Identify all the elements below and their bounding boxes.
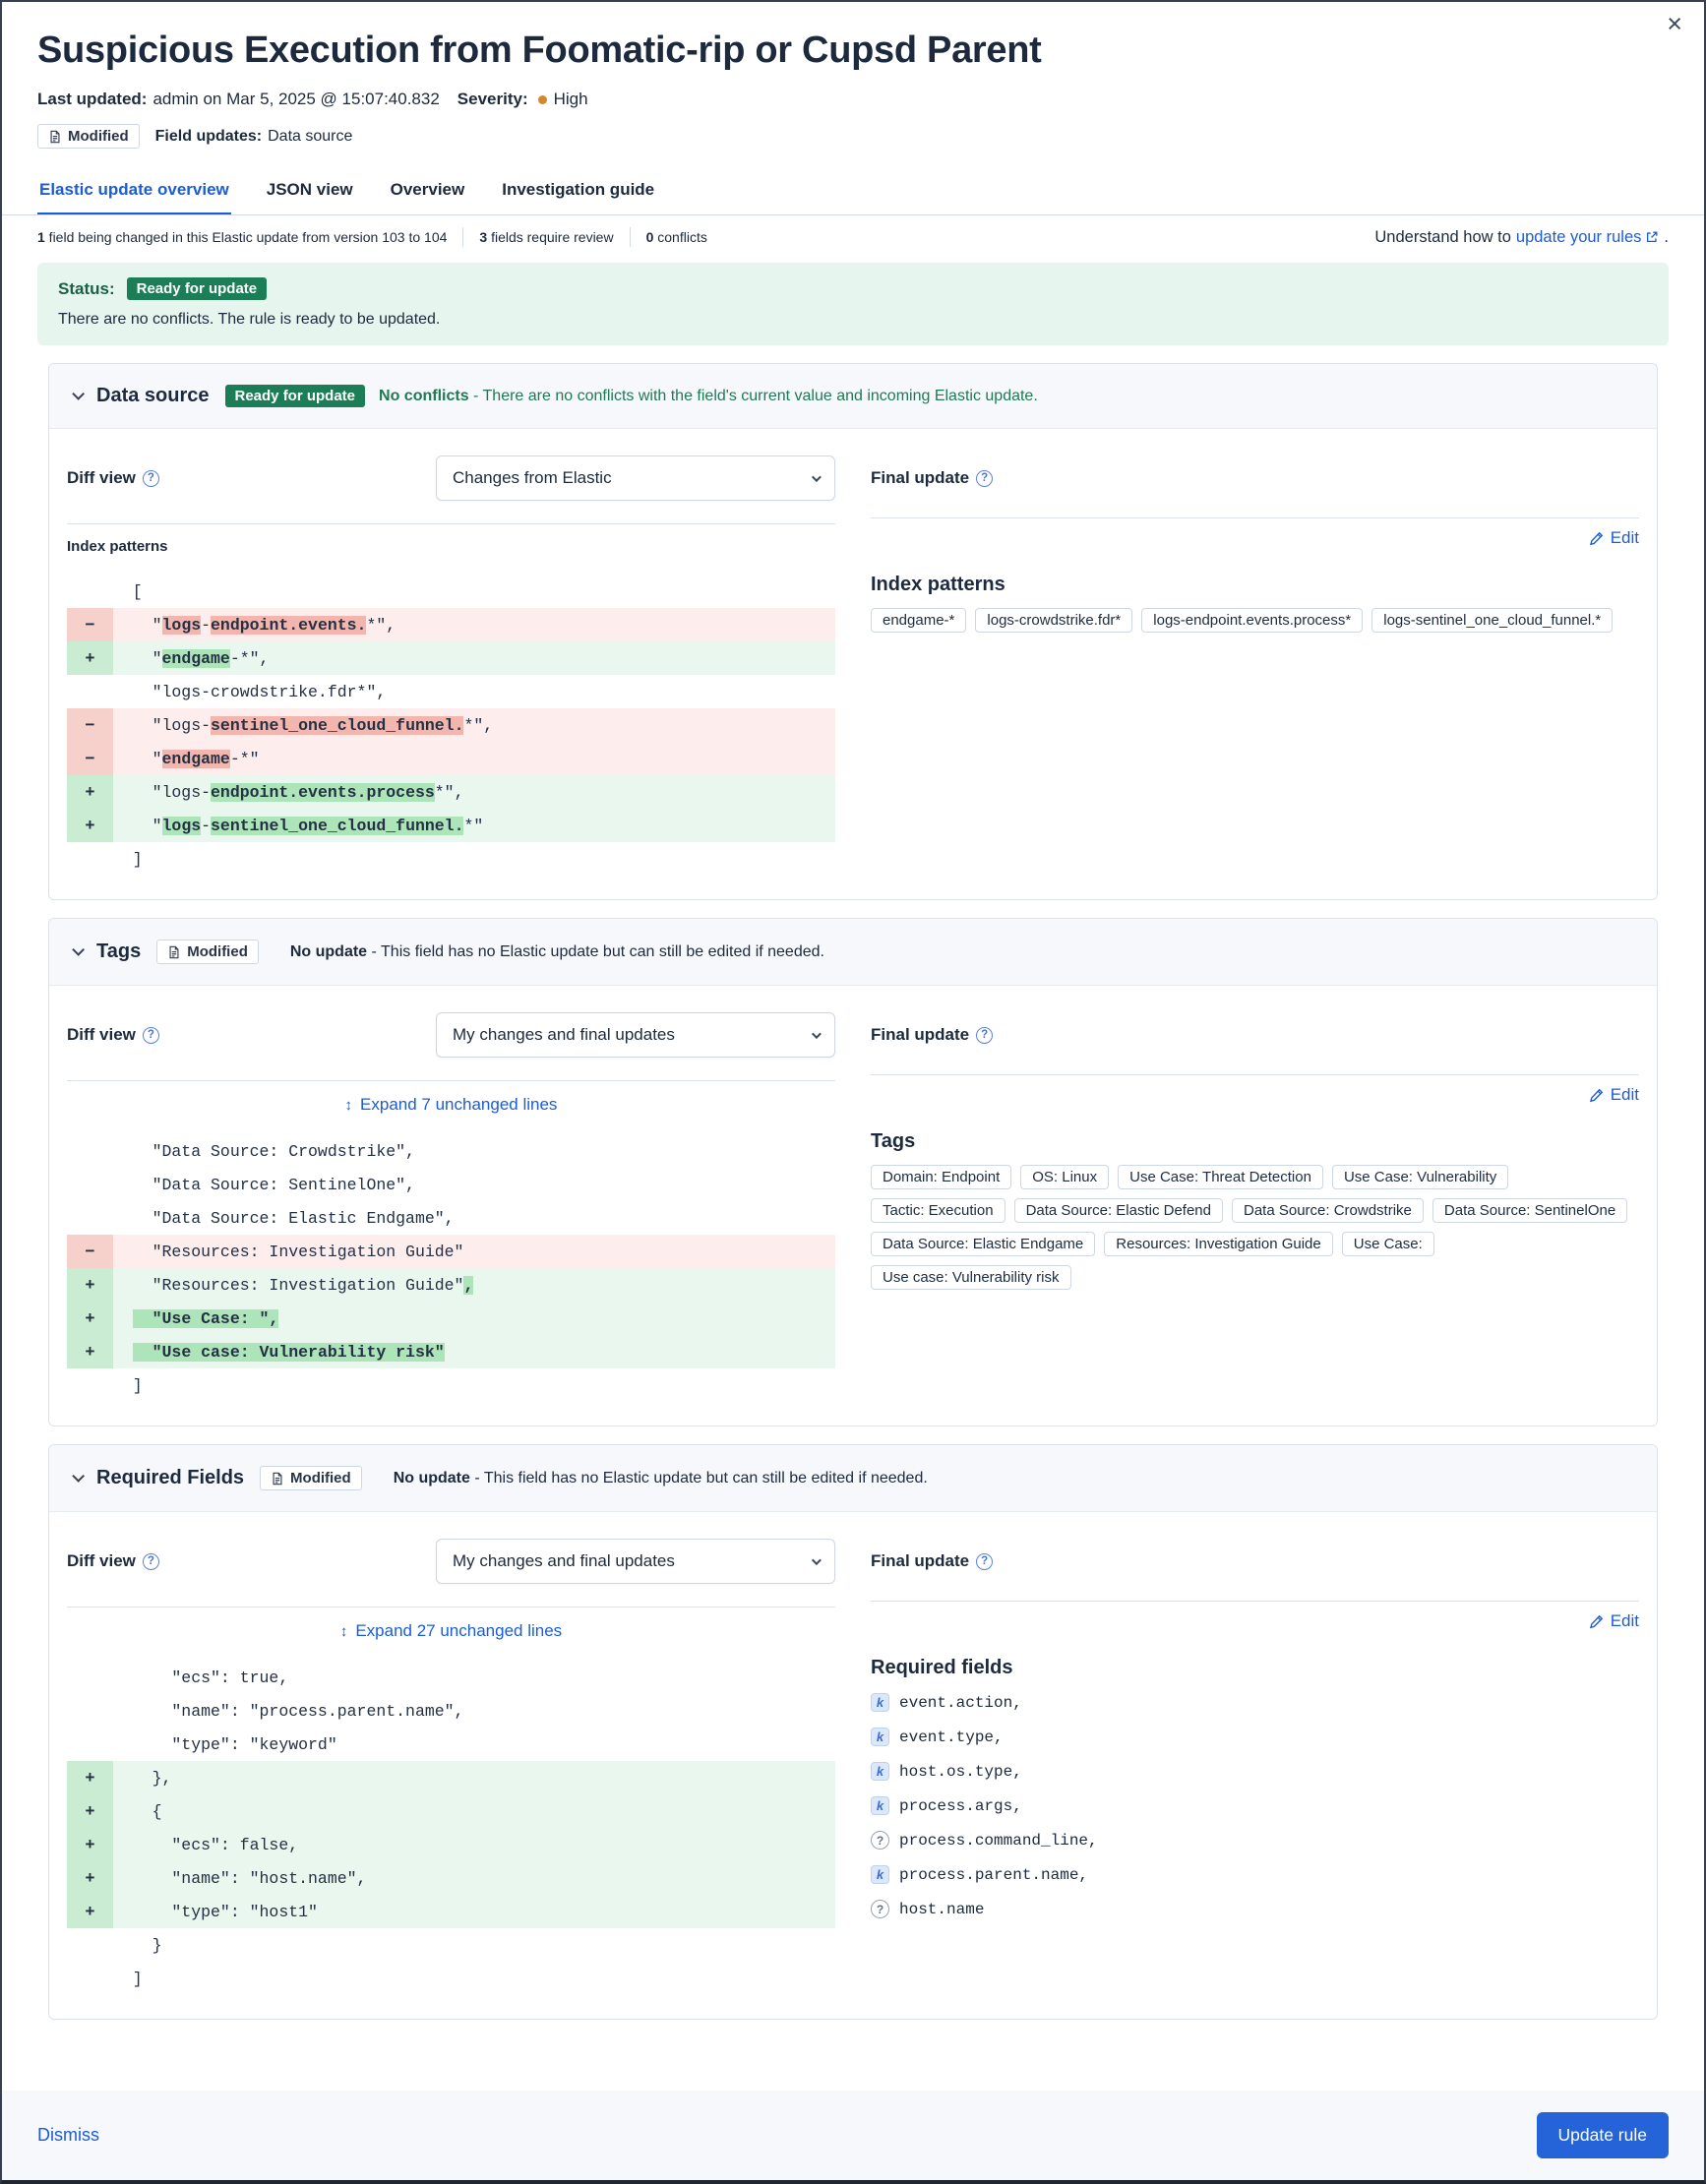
added-line-icon: + [67, 1828, 113, 1861]
panel-status-text [379, 388, 1038, 405]
gutter [67, 675, 113, 708]
diff-code-line: " endgame -*", [113, 641, 835, 675]
chevron-down-icon [812, 1555, 822, 1565]
removed-line-icon: − [67, 608, 113, 641]
chevron-down-icon [812, 472, 822, 482]
tag-badge: OS: Linux [1020, 1165, 1109, 1189]
required-field-name: event.action, [899, 1693, 1022, 1712]
panel-data-source-header [49, 364, 1657, 429]
panel-status-text [290, 943, 824, 961]
field-updates-value: Data source [268, 127, 353, 145]
tag-badge: Use Case: Vulnerability [1332, 1165, 1508, 1189]
gutter [67, 1201, 113, 1235]
pencil-icon [1589, 1614, 1604, 1629]
diff-row [67, 1134, 835, 1168]
index-pattern-badge: logs-crowdstrike.fdr* [975, 608, 1132, 633]
removed-line-icon: − [67, 742, 113, 775]
diff-row [67, 742, 835, 775]
diff-row [67, 809, 835, 842]
diff-view-select-value: Changes from Elastic [453, 468, 612, 487]
modified-badge [37, 124, 140, 149]
diff-code-line: "Resources: Investigation Guide" , [113, 1268, 835, 1302]
diff-row [67, 1895, 835, 1928]
gutter [67, 1694, 113, 1728]
tab-json-view[interactable]: JSON view [266, 180, 353, 199]
rule-meta [37, 90, 1669, 109]
added-line-icon: + [67, 1302, 113, 1335]
diff-row [67, 575, 835, 608]
modified-badge: Modified [156, 940, 259, 964]
rule-badges [37, 124, 1669, 149]
diff-row [67, 1335, 835, 1368]
final-update-label: Final update ? [871, 1025, 993, 1045]
status-bold: No update [393, 1469, 470, 1486]
ready-for-update-badge: Ready for update [225, 385, 366, 407]
edit-button[interactable]: Edit [1589, 1611, 1639, 1631]
divider [67, 1080, 835, 1081]
keyword-token-icon: k [871, 1796, 889, 1815]
required-fields-list [871, 1693, 1639, 1918]
help-icon[interactable]: ? [143, 470, 159, 487]
chevron-down-icon[interactable] [67, 388, 85, 405]
diff-code-line: ] [113, 849, 143, 869]
tag-badge: Data Source: Crowdstrike [1232, 1198, 1424, 1223]
required-field-name: host.name [899, 1900, 985, 1918]
diff-row [67, 775, 835, 809]
gutter [67, 1962, 113, 1995]
external-link-icon [1645, 230, 1659, 244]
diff-code-line: [ [113, 581, 143, 601]
chevron-down-icon[interactable] [67, 1470, 85, 1487]
close-icon[interactable]: × [1661, 10, 1688, 38]
tag-badge: Data Source: Elastic Endgame [871, 1232, 1095, 1256]
modified-badge: Modified [260, 1466, 362, 1490]
diff-code-line: "logs-crowdstrike.fdr*", [113, 682, 387, 701]
final-update-label: Final update ? [871, 468, 993, 488]
diff-row [67, 1235, 835, 1268]
panel-data-source [48, 363, 1658, 900]
added-line-icon: + [67, 775, 113, 809]
diff-code-line: "ecs": false, [113, 1828, 835, 1861]
diff-code-line: "name": "host.name", [113, 1861, 835, 1895]
diff-row [67, 1268, 835, 1302]
index-pattern-badge: logs-sentinel_one_cloud_funnel.* [1371, 608, 1613, 633]
help-prefix: Understand how to [1374, 227, 1511, 246]
keyword-token-icon: k [871, 1865, 889, 1884]
diff-code-line: "name": "process.parent.name", [113, 1701, 464, 1721]
panel-required-fields [48, 1444, 1658, 2020]
help-icon[interactable]: ? [143, 1553, 159, 1570]
gutter [67, 1368, 113, 1402]
diff-code-line: "Resources: Investigation Guide" [113, 1235, 835, 1268]
diff-code-line: { [113, 1794, 835, 1828]
flyout-footer [2, 2091, 1704, 2180]
stat-item: 0 conflicts [645, 229, 707, 245]
tab-elastic-update-overview[interactable]: Elastic update overview [37, 174, 231, 214]
diff-view-select-value: My changes and final updates [453, 1551, 675, 1570]
divider [871, 517, 1639, 518]
required-field-name: process.args, [899, 1796, 1022, 1815]
required-field-item [871, 1831, 1639, 1850]
removed-line-icon: − [67, 708, 113, 742]
severity-value: High [553, 90, 588, 108]
tab-bar [2, 174, 1704, 215]
diff-column [67, 1536, 835, 1995]
diff-code-line: ] [113, 1969, 143, 1988]
diff-row [67, 1368, 835, 1402]
added-line-icon: + [67, 1268, 113, 1302]
diff-row [67, 1302, 835, 1335]
diff-code-line: " logs - endpoint.events. *", [113, 608, 835, 641]
stat-item: 3 fields require review [479, 229, 614, 245]
panel-tags [48, 918, 1658, 1426]
gutter [67, 1661, 113, 1694]
final-update-column [871, 1536, 1639, 1995]
final-heading: Index patterns [871, 574, 1005, 595]
keyword-token-icon: k [871, 1728, 889, 1746]
pencil-icon [1589, 531, 1604, 546]
flyout-content [2, 2, 1704, 2091]
last-updated-value: admin on Mar 5, 2025 @ 15:07:40.832 [152, 90, 440, 108]
status-badge: Ready for update [127, 277, 268, 300]
added-line-icon: + [67, 641, 113, 675]
panel-title: Required Fields [96, 1467, 245, 1488]
added-line-icon: + [67, 1895, 113, 1928]
status-bold: No conflicts [379, 387, 469, 404]
edit-button[interactable]: Edit [1589, 528, 1639, 548]
gutter [67, 1134, 113, 1168]
tag-badge: Tactic: Execution [871, 1198, 1005, 1223]
expand-icon: ↕ [344, 1096, 353, 1114]
diff-row [67, 1962, 835, 1995]
pencil-icon [1589, 1088, 1604, 1103]
diff-code-line: "logs- sentinel_one_cloud_funnel. *", [113, 708, 835, 742]
diff-code-line: ] [113, 1375, 143, 1395]
tag-badges [871, 1165, 1638, 1290]
diff-row [67, 1661, 835, 1694]
dismiss-button[interactable]: Dismiss [37, 2125, 99, 2145]
help-text [1374, 228, 1669, 247]
diff-code-line: "Data Source: Crowdstrike", [113, 1141, 415, 1161]
panel-tags-header [49, 919, 1657, 986]
required-field-item [871, 1728, 1639, 1746]
diff-field-label: Index patterns [67, 538, 168, 555]
required-field-item [871, 1796, 1639, 1815]
update-rules-link-label: update your rules [1515, 227, 1642, 246]
required-field-name: process.command_line, [899, 1831, 1098, 1850]
panel-title: Tags [96, 940, 142, 962]
document-edit-icon [167, 945, 181, 959]
tag-badge: Resources: Investigation Guide [1104, 1232, 1332, 1256]
final-update-column [871, 453, 1639, 876]
status-rest: - This field has no Elastic update but can still be edited if needed. [474, 1469, 928, 1486]
diff-code-block [67, 575, 835, 876]
diff-row [67, 641, 835, 675]
diff-row [67, 1728, 835, 1761]
panel-status-text [394, 1470, 928, 1487]
update-rules-link[interactable] [1516, 228, 1660, 247]
status-bold: No update [289, 942, 368, 960]
final-heading: Tags [871, 1130, 916, 1152]
gutter [67, 575, 113, 608]
panel-required-fields-header [49, 1445, 1657, 1512]
divider [871, 1074, 1639, 1075]
diff-code-line: } [113, 1935, 162, 1955]
diff-column [67, 1009, 835, 1402]
index-pattern-badge: logs-endpoint.events.process* [1141, 608, 1363, 633]
required-field-name: event.type, [899, 1728, 1004, 1746]
diff-code-line: "Use case: Vulnerability risk" [113, 1335, 835, 1368]
diff-row [67, 1694, 835, 1728]
divider [67, 523, 835, 524]
diff-view-label: Diff view ? [67, 1025, 159, 1045]
diff-column [67, 453, 835, 876]
status-message: There are no conflicts. The rule is ready to be updated. [58, 311, 441, 328]
tab-investigation-guide[interactable]: Investigation guide [502, 180, 655, 199]
required-field-item [871, 1900, 1639, 1918]
diff-code-line: "ecs": true, [113, 1668, 289, 1687]
diff-view-select-value: My changes and final updates [453, 1025, 675, 1044]
added-line-icon: + [67, 1761, 113, 1794]
status-callout [37, 263, 1669, 345]
info-bar [37, 215, 1669, 257]
update-rule-button[interactable]: Update rule [1537, 2112, 1669, 2158]
status-label: Status: [58, 278, 115, 298]
index-pattern-badge: endgame-* [871, 608, 966, 633]
tag-badge: Data Source: SentinelOne [1432, 1198, 1627, 1223]
diff-code-line: "logs- endpoint. events.process *", [113, 775, 835, 809]
help-icon[interactable]: ? [976, 470, 993, 487]
index-pattern-badges [871, 608, 1638, 633]
help-icon[interactable]: ? [143, 1027, 159, 1044]
tag-badge: Data Source: Elastic Defend [1014, 1198, 1223, 1223]
required-field-name: host.os.type, [899, 1762, 1022, 1781]
edit-button[interactable]: Edit [1589, 1085, 1639, 1105]
gutter [67, 1168, 113, 1201]
diff-row [67, 842, 835, 876]
diff-code-block [67, 1661, 835, 1995]
diff-code-line: " logs - sentinel_one_cloud_funnel. *" [113, 809, 835, 842]
added-line-icon: + [67, 1335, 113, 1368]
gutter [67, 842, 113, 876]
required-field-item [871, 1762, 1639, 1781]
rule-update-flyout [2, 2, 1704, 2180]
diff-code-line: "type": "keyword" [113, 1734, 337, 1754]
diff-row [67, 1861, 835, 1895]
diff-row [67, 708, 835, 742]
final-heading: Required fields [871, 1657, 1013, 1678]
tag-badge: Use Case: [1342, 1232, 1434, 1256]
diff-view-label: Diff view ? [67, 1551, 159, 1571]
tag-badge: Use case: Vulnerability risk [871, 1265, 1071, 1290]
chevron-down-icon [812, 1029, 822, 1039]
diff-code-line: "Use Case: ", [113, 1302, 835, 1335]
required-field-name: process.parent.name, [899, 1865, 1089, 1884]
divider [67, 1607, 835, 1608]
gutter [67, 1928, 113, 1962]
diff-code-line: "type": "host1" [113, 1895, 835, 1928]
diff-code-block [67, 1134, 835, 1402]
diff-row [67, 1761, 835, 1794]
modified-badge-label: Modified [68, 128, 129, 145]
divider [462, 227, 463, 247]
tag-badge: Domain: Endpoint [871, 1165, 1011, 1189]
stat-item: 1 field being changed in this Elastic update from version 103 to 104 [37, 229, 448, 245]
status-rest: - There are no conflicts with the field's current value and incoming Elastic update. [473, 387, 1038, 404]
diff-view-select[interactable] [436, 1539, 835, 1584]
divider [871, 1601, 1639, 1602]
document-edit-icon [271, 1472, 284, 1486]
unknown-type-icon: ? [871, 1900, 889, 1918]
diff-row [67, 1168, 835, 1201]
gutter [67, 1728, 113, 1761]
required-field-item [871, 1693, 1639, 1712]
removed-line-icon: − [67, 1235, 113, 1268]
added-line-icon: + [67, 1794, 113, 1828]
help-suffix: . [1664, 227, 1669, 246]
diff-row [67, 1928, 835, 1962]
last-updated-label: Last updated: [37, 90, 148, 108]
page-title: Suspicious Execution from Foomatic-rip or Cupsd Parent [37, 30, 1042, 71]
severity-label: Severity: [457, 90, 528, 108]
document-edit-icon [48, 130, 62, 144]
expand-unchanged-lines-link[interactable]: ↕ Expand 27 unchanged lines [339, 1621, 563, 1640]
severity-dot-icon [538, 95, 547, 104]
diff-row [67, 675, 835, 708]
diff-row [67, 1828, 835, 1861]
diff-view-select[interactable] [436, 455, 835, 501]
diff-view-select[interactable] [436, 1012, 835, 1058]
diff-code-line: }, [113, 1761, 835, 1794]
diff-view-label: Diff view ? [67, 468, 159, 488]
diff-row [67, 1794, 835, 1828]
update-stats [37, 227, 707, 247]
expand-icon: ↕ [339, 1622, 348, 1640]
unknown-type-icon: ? [871, 1831, 889, 1850]
added-line-icon: + [67, 1861, 113, 1895]
field-updates-label: Field updates: [154, 127, 263, 145]
help-icon[interactable]: ? [976, 1027, 993, 1044]
final-update-column [871, 1009, 1639, 1402]
keyword-token-icon: k [871, 1762, 889, 1781]
diff-row [67, 1201, 835, 1235]
status-rest: - This field has no Elastic update but can still be edited if needed. [371, 942, 824, 960]
added-line-icon: + [67, 809, 113, 842]
help-icon[interactable]: ? [976, 1553, 993, 1570]
chevron-down-icon[interactable] [67, 943, 85, 961]
tab-overview[interactable]: Overview [390, 180, 465, 199]
divider [630, 227, 631, 247]
keyword-token-icon: k [871, 1693, 889, 1712]
diff-row [67, 608, 835, 641]
diff-code-line: "Data Source: Elastic Endgame", [113, 1208, 455, 1228]
final-update-label: Final update ? [871, 1551, 993, 1571]
expand-unchanged-lines-link[interactable]: ↕ Expand 7 unchanged lines [344, 1095, 558, 1114]
diff-code-line: "Data Source: SentinelOne", [113, 1175, 415, 1194]
required-field-item [871, 1865, 1639, 1884]
tag-badge: Use Case: Threat Detection [1118, 1165, 1323, 1189]
panel-title: Data source [96, 385, 210, 406]
diff-code-line: " endgame -*" [113, 742, 835, 775]
